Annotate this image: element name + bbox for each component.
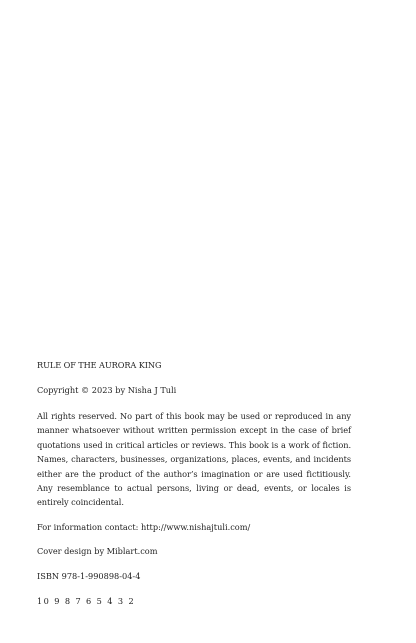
- book-title: RULE OF THE AURORA KING: [37, 360, 162, 370]
- cover-credit: Cover design by Miblart.com: [37, 545, 158, 556]
- printing-line: 10 9 8 7 6 5 4 3 2: [37, 595, 136, 606]
- rights-statement: All rights reserved. No part of this book may be used or reproduced in any manner whatsoever without written permission except in the case of brief quotations used in critical articles or reviews. This book is a work of fiction. Names, characters, businesses, organizations, places, events, and incidents either are the product of the author’s imagination or are used fictitiously. Any resemblance to actual persons, living or dead, events, or locales is entirely coincidental.: [37, 411, 351, 508]
- isbn: ISBN 978-1-990898-04-4: [37, 570, 141, 581]
- contact-info: For information contact: http://www.nishajtuli.com/: [37, 521, 251, 532]
- copyright-block: [37, 359, 351, 608]
- copyright-notice: Copyright © 2023 by Nisha J Tuli: [37, 385, 177, 395]
